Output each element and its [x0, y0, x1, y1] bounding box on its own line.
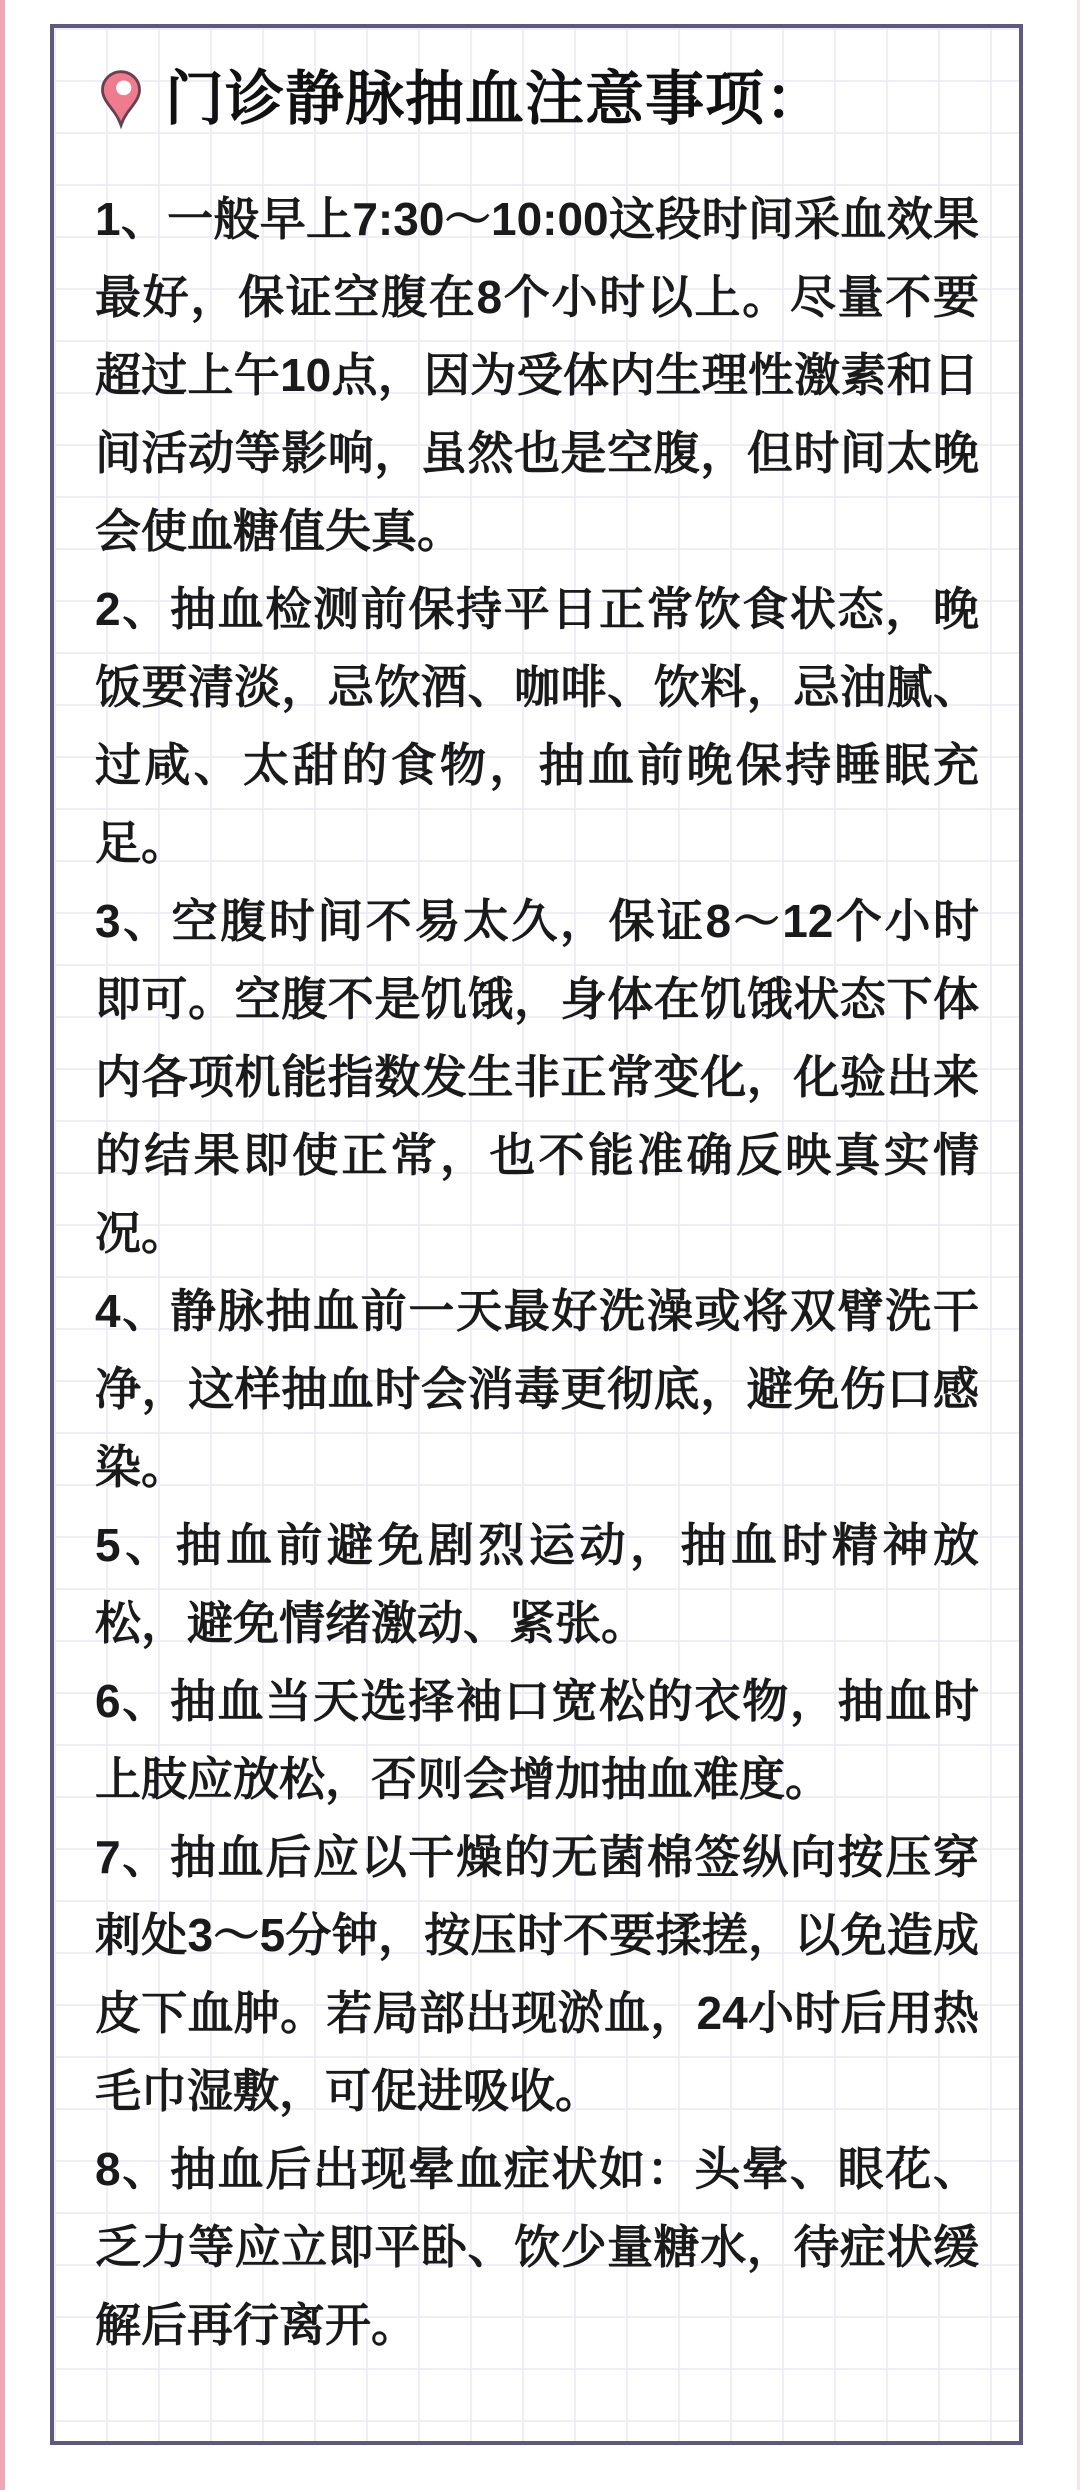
page-edge-pink-strip-left — [0, 0, 5, 2490]
location-pin-icon — [99, 69, 143, 130]
notice-item-3: 3、空腹时间不易太久，保证8～12个小时即可。空腹不是饥饿，身体在饥饿状态下体内各项机能指数发生非正常变化，化验出来的结果即使正常，也不能准确反映真实情况。 — [95, 895, 979, 1259]
notice-item-7: 7、抽血后应以干燥的无菌棉签纵向按压穿刺处3～5分钟，按压时不要揉搓，以免造成皮下血肿。若局部出现淤血，24小时后用热毛巾湿敷，可促进吸收。 — [95, 1831, 979, 2117]
notice-item-5: 5、抽血前避免剧烈运动，抽血时精神放松，避免情绪激动、紧张。 — [95, 1519, 979, 1649]
page-title: 门诊静脉抽血注意事项： — [165, 66, 826, 132]
notice-list — [95, 180, 979, 2364]
notice-item-6: 6、抽血当天选择袖口宽松的衣物，抽血时上肢应放松，否则会增加抽血难度。 — [95, 1675, 979, 1805]
title-row — [99, 66, 979, 132]
notice-card — [50, 24, 1023, 2445]
notice-item-8: 8、抽血后出现晕血症状如：头晕、眼花、乏力等应立即平卧、饮少量糖水，待症状缓解后再行离开。 — [95, 2143, 979, 2351]
notice-item-1: 1、一般早上7:30～10:00这段时间采血效果最好，保证空腹在8个小时以上。尽量不要超过上午10点，因为受体内生理性激素和日间活动等影响，虽然也是空腹，但时间太晚会使血糖值失真。 — [95, 193, 979, 557]
notice-item-4: 4、静脉抽血前一天最好洗澡或将双臂洗干净，这样抽血时会消毒更彻底，避免伤口感染。 — [95, 1285, 979, 1493]
notice-item-2: 2、抽血检测前保持平日正常饮食状态，晚饭要清淡，忌饮酒、咖啡、饮料，忌油腻、过咸、太甜的食物，抽血前晚保持睡眠充足。 — [95, 583, 979, 869]
